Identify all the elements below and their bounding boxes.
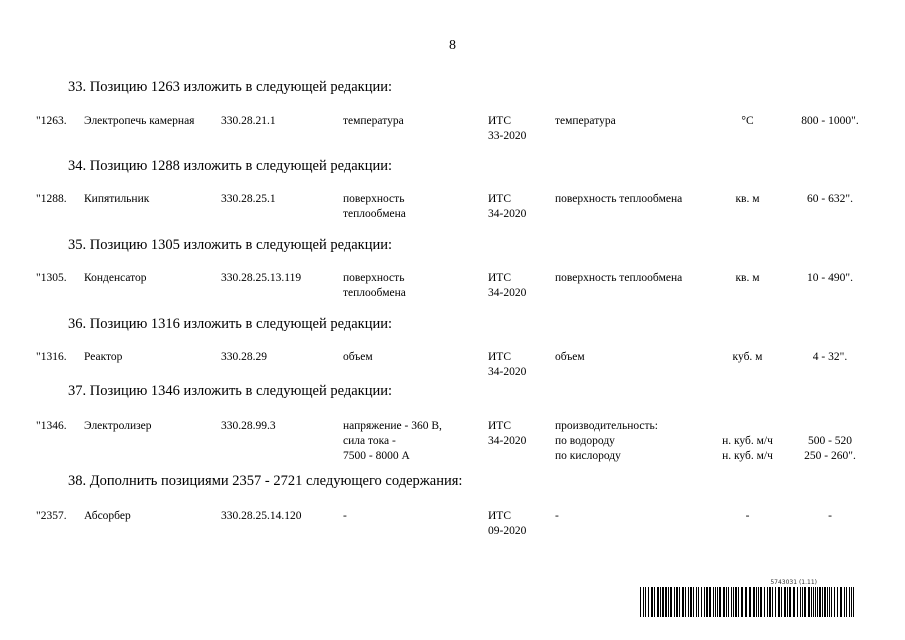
cell-line: температура (555, 115, 616, 127)
cell-line: - (745, 510, 750, 522)
cell-its (488, 271, 526, 301)
cell-param2 (555, 509, 559, 524)
cell-param1 (343, 192, 406, 222)
barcode-image (640, 587, 857, 617)
section-heading-38: 38. Дополнить позициями 2357 - 2721 следующего содержания: (68, 473, 463, 489)
cell-value (785, 419, 875, 464)
cell-line: - (555, 510, 559, 522)
cell-param2 (555, 350, 585, 365)
cell-code: 330.28.25.13.119 (221, 272, 302, 284)
cell-value (785, 114, 875, 129)
cell-line: 34-2020 (488, 208, 527, 220)
cell-name: Конденсатор (84, 272, 147, 284)
cell-line: 34-2020 (488, 287, 527, 299)
cell-line: - (343, 510, 347, 522)
cell-num: "1288. (36, 193, 67, 205)
cell-line: поверхность теплообмена (555, 272, 683, 284)
cell-unit (700, 114, 795, 129)
cell-param1 (343, 419, 442, 464)
cell-value (785, 350, 875, 365)
section-heading-36: 36. Позицию 1316 изложить в следующей редакции: (68, 316, 393, 332)
section-heading-34: 34. Позицию 1288 изложить в следующей редакции: (68, 158, 393, 174)
cell-line: ИТС (488, 272, 511, 284)
cell-line: 33-2020 (488, 130, 527, 142)
cell-code: 330.28.25.14.120 (221, 510, 302, 522)
cell-param1 (343, 114, 404, 129)
cell-name: Электропечь камерная (84, 115, 195, 127)
cell-line: 09-2020 (488, 525, 527, 537)
cell-line: 4 - 32". (812, 351, 848, 363)
cell-num: "2357. (36, 510, 67, 522)
barcode-block (640, 579, 857, 617)
cell-param2 (555, 419, 658, 464)
cell-line: ИТС (488, 115, 511, 127)
barcode-label: 5743031 (1.11) (770, 579, 817, 586)
cell-param2 (555, 271, 682, 286)
cell-num: "1305. (36, 272, 67, 284)
cell-line: объем (343, 351, 373, 363)
section-heading-33: 33. Позицию 1263 изложить в следующей редакции: (68, 79, 393, 95)
cell-its (488, 350, 526, 380)
cell-line: 500 - 520 (807, 435, 853, 447)
cell-line: н. куб. м/ч (722, 435, 773, 447)
cell-line: кв. м (735, 193, 760, 205)
cell-line: куб. м (732, 351, 763, 363)
cell-line: ИТС (488, 351, 511, 363)
cell-value (785, 509, 875, 524)
cell-line: 60 - 632". (807, 193, 853, 205)
cell-unit (700, 509, 795, 524)
cell-line: поверхность теплообмена (555, 193, 683, 205)
page-number: 8 (449, 38, 456, 53)
cell-line: производительность: (555, 420, 659, 432)
cell-unit (700, 419, 795, 464)
cell-line (785, 419, 875, 434)
section-heading-37: 37. Позицию 1346 изложить в следующей редакции: (68, 383, 393, 399)
cell-line: сила тока - (343, 435, 396, 447)
cell-code: 330.28.21.1 (221, 115, 276, 127)
cell-line: 800 - 1000". (801, 115, 859, 127)
cell-line: поверхность (343, 272, 405, 284)
cell-value (785, 192, 875, 207)
cell-param1 (343, 271, 406, 301)
cell-unit (700, 192, 795, 207)
cell-line: поверхность (343, 193, 405, 205)
cell-line: н. куб. м/ч (722, 450, 773, 462)
cell-line: температура (343, 115, 404, 127)
cell-param2 (555, 114, 616, 129)
cell-line: теплообмена (343, 208, 406, 220)
cell-line: объем (555, 351, 585, 363)
cell-line: теплообмена (343, 287, 406, 299)
cell-line (700, 419, 795, 434)
section-heading-35: 35. Позицию 1305 изложить в следующей редакции: (68, 237, 393, 253)
cell-value (785, 271, 875, 286)
cell-line: °C (741, 115, 754, 127)
cell-param2 (555, 192, 682, 207)
cell-name: Кипятильник (84, 193, 150, 205)
cell-line: напряжение - 360 В, (343, 420, 442, 432)
cell-line: 7500 - 8000 А (343, 450, 410, 462)
cell-line: ИТС (488, 510, 511, 522)
cell-line: ИТС (488, 193, 511, 205)
cell-its (488, 192, 526, 222)
cell-code: 330.28.99.3 (221, 420, 276, 432)
cell-line: по кислороду (555, 450, 621, 462)
cell-line: - (828, 510, 832, 522)
cell-line: 250 - 260". (804, 450, 856, 462)
cell-code: 330.28.29 (221, 351, 267, 363)
cell-num: "1346. (36, 420, 67, 432)
cell-name: Абсорбер (84, 510, 131, 522)
cell-param1 (343, 509, 347, 524)
cell-its (488, 419, 526, 449)
cell-param1 (343, 350, 373, 365)
cell-unit (700, 350, 795, 365)
cell-its (488, 509, 526, 539)
cell-name: Электролизер (84, 420, 152, 432)
cell-num: "1263. (36, 115, 67, 127)
cell-line: ИТС (488, 420, 511, 432)
cell-unit (700, 271, 795, 286)
cell-num: "1316. (36, 351, 67, 363)
cell-line: 34-2020 (488, 366, 527, 378)
cell-name: Реактор (84, 351, 123, 363)
cell-line: 10 - 490". (807, 272, 853, 284)
cell-line: кв. м (735, 272, 760, 284)
cell-its (488, 114, 526, 144)
cell-code: 330.28.25.1 (221, 193, 276, 205)
cell-line: 34-2020 (488, 435, 527, 447)
cell-line: по водороду (555, 435, 615, 447)
